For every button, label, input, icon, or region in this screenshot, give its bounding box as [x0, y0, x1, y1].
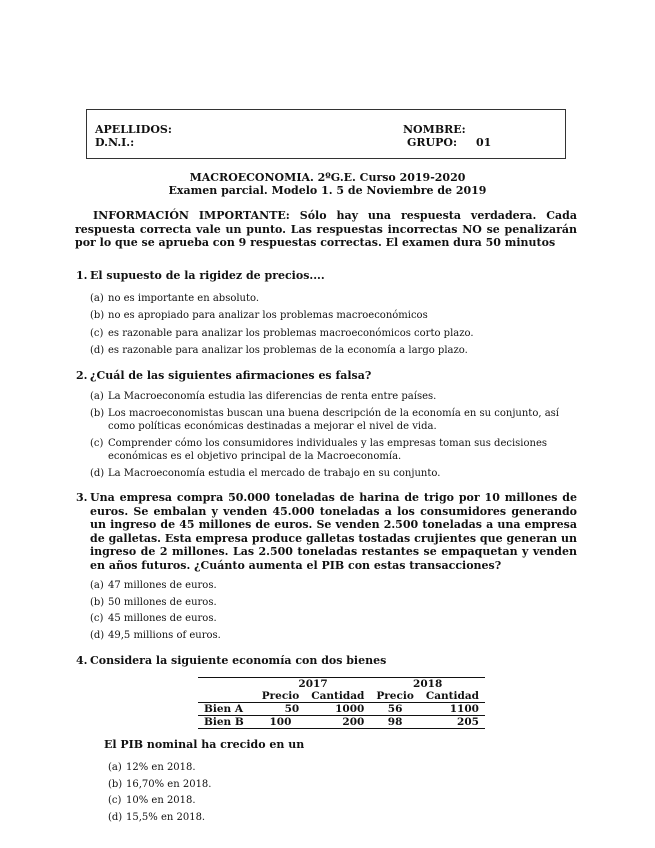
- year-header: 2017: [298, 678, 328, 690]
- table-cell: 1000: [335, 703, 365, 715]
- question-number: 1.: [76, 269, 88, 282]
- option-a: (a) La Macroeconomía estudia las diferencias de renta entre países.: [90, 390, 437, 402]
- question-4-options: [108, 762, 568, 824]
- table-corner: [198, 678, 256, 691]
- year-header: 2018: [413, 678, 443, 690]
- table-cell: 200: [342, 716, 365, 728]
- column-header: Cantidad: [311, 690, 365, 702]
- option-a: (a) 47 millones de euros.: [90, 580, 217, 591]
- option-c: (c) es razonable para analizar los problemas macroeconómicos corto plazo.: [90, 327, 474, 339]
- option-d: (d) La Macroeconomía estudia el mercado de trabajo en su conjunto.: [90, 468, 441, 479]
- row-label: Bien B: [204, 716, 244, 728]
- table-row: [198, 716, 485, 729]
- question-number: 2.: [76, 369, 88, 382]
- goods-table: [198, 677, 485, 729]
- table-cell: 100: [269, 716, 292, 728]
- option-b: (b) 50 millones de euros.: [90, 596, 217, 608]
- option-b: (b) Los macroeconomistas buscan una buena descripción de la economía en su conjunto, así como políticas económicas destinadas a mejorar el nivel de vida.: [90, 408, 559, 432]
- table-row: [198, 703, 485, 716]
- row-label: Bien A: [204, 703, 243, 715]
- option-c: (c) Comprender cómo los consumidores individuales y las empresas toman sus decisiones económicas es el objetivo principal de la Macroeconomía.: [90, 438, 548, 462]
- important-info: INFORMACIÓN IMPORTANTE: Sólo hay una respuesta verdadera. Cada respuesta correcta vale un punto. Las respuestas incorrectas NO se penalizarán por lo que se aprueba con 9 respuestas correctas. El examen dura 50 minutos: [75, 209, 577, 249]
- column-header: Precio: [376, 690, 414, 702]
- question-number: 3.: [76, 491, 88, 504]
- option-c: (c) 10% en 2018.: [108, 795, 196, 806]
- question-stem: Una empresa compra 50.000 toneladas de harina de trigo por 10 millones de euros. Se embalan y venden 45.000 toneladas a los consumidores generando un ingreso de 45 millones de euros. Se venden 2.500 toneladas a una empresa de galletas. Esta empresa produce galletas tostadas crujientes que generan un ingreso de 2 millones. Las 2.500 toneladas restantes se empaquetan y venden en años futuros. ¿Cuánto aumenta el PIB con estas transacciones?: [90, 491, 577, 572]
- question-4-substem: [104, 738, 591, 752]
- option-d: (d) es razonable para analizar los problemas de la economía a largo plazo.: [90, 345, 468, 356]
- question-3: [76, 491, 577, 642]
- column-header: Cantidad: [425, 690, 479, 702]
- question-2: [76, 369, 577, 481]
- table-cell: 205: [457, 716, 479, 728]
- exam-title: MACROECONOMIA. 2ºG.E. Curso 2019-2020: [189, 171, 466, 184]
- column-header: Precio: [261, 690, 300, 702]
- question-4: [76, 654, 577, 668]
- nombre-label: NOMBRE:: [403, 123, 466, 136]
- table-cell: 98: [387, 716, 403, 728]
- table-cell: 1100: [449, 703, 479, 715]
- table-cell: 50: [284, 703, 300, 715]
- grupo-value: 01: [476, 136, 492, 149]
- question-stem: El supuesto de la rigidez de precios....: [90, 269, 325, 282]
- exam-subtitle: Examen parcial. Modelo 1. 5 de Noviembre de 2019: [168, 184, 487, 197]
- question-number: 4.: [76, 654, 88, 667]
- apellidos-label: APELLIDOS:: [95, 123, 172, 136]
- grupo-label: GRUPO:: [407, 136, 458, 149]
- option-c: (c) 45 millones de euros.: [90, 613, 217, 624]
- question-stem: Considera la siguiente economía con dos bienes: [90, 654, 387, 667]
- option-b: (b) no es apropiado para analizar los problemas macroeconómicos: [90, 310, 428, 321]
- table-cell: 56: [387, 703, 403, 715]
- option-a: (a) 12% en 2018.: [108, 762, 196, 773]
- question-1: [76, 269, 577, 358]
- option-d: (d) 49,5 millions of euros.: [90, 629, 221, 641]
- option-a: (a) no es importante en absoluto.: [90, 292, 260, 304]
- dni-label: D.N.I.:: [95, 136, 135, 149]
- question-substem: El PIB nominal ha crecido en un: [104, 738, 305, 751]
- question-stem: ¿Cuál de las siguientes afirmaciones es falsa?: [90, 369, 372, 382]
- option-b: (b) 16,70% en 2018.: [108, 778, 212, 790]
- student-info-box: [86, 109, 566, 159]
- option-d: (d) 15,5% en 2018.: [108, 811, 206, 823]
